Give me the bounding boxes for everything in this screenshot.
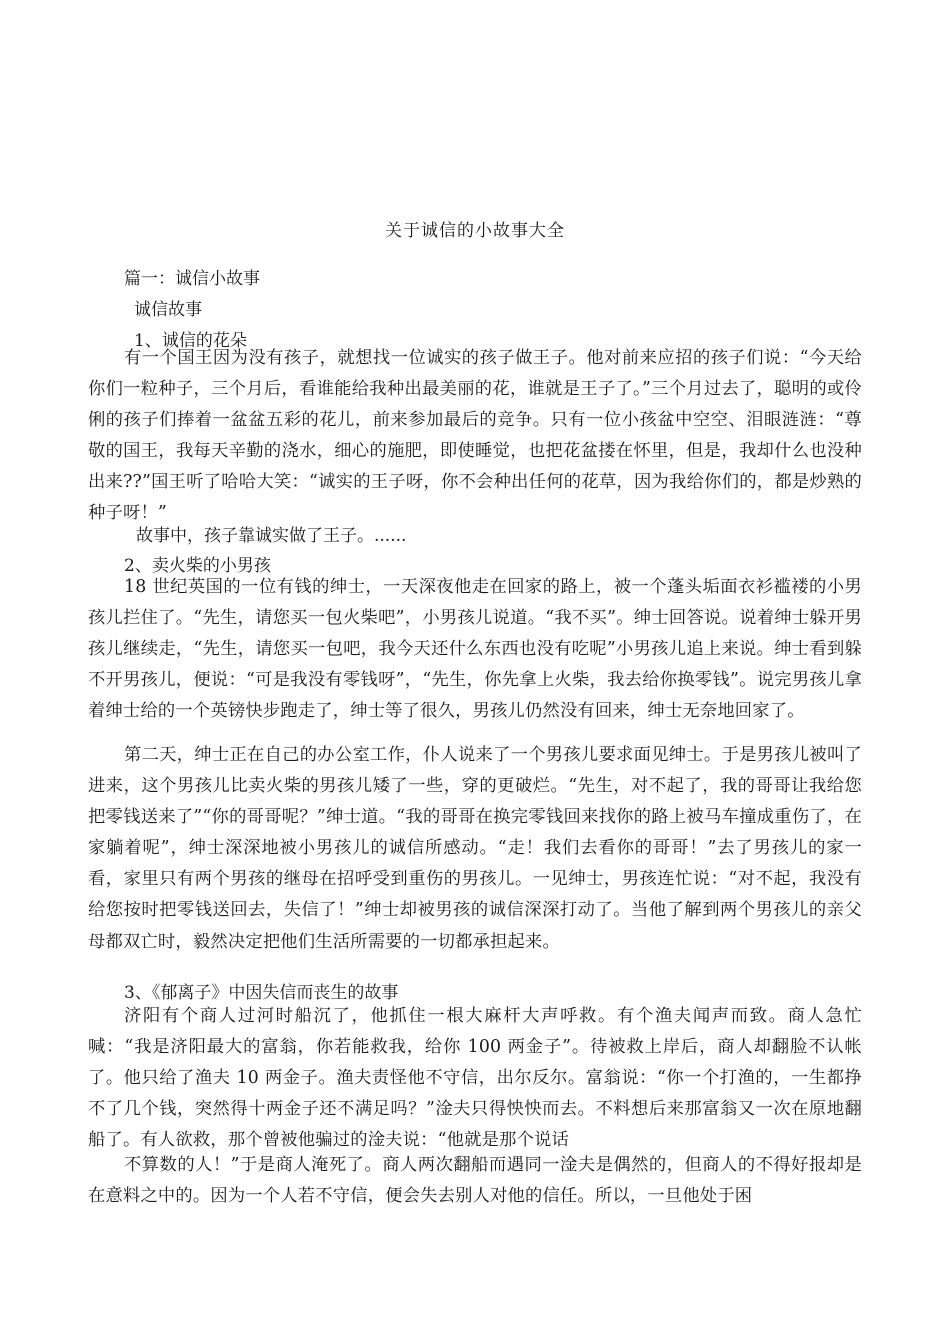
story1-heading: 1、诚信的花朵: [134, 331, 247, 351]
story2-heading: 2、卖火柴的小男孩: [124, 556, 271, 576]
story3-heading: 3、《郁离子》中因失信而丧生的故事: [124, 983, 399, 1003]
story3-paragraph-1: 济阳有个商人过河时船沉了，他抓住一根大麻杆大声呼救。有个渔夫闻声而致。商人急忙喊：“我是济阳最大的富翁，你若能救我，给你 100 两金子”。待被救上岸后，商人却翻脸不认帐了。他只给了渔夫 10 两金子。渔夫责怪他不守信，出尔反尔。富翁说：“你一个打渔的，一生都挣不了几个钱，突然得十两金子还不满足吗？”淦夫只得怏怏而去。不料想后来那富翁又一次在原地翻船了。有人欲救，那个曾被他骗过的淦夫说：“他就是那个说话: [88, 1006, 862, 1151]
subsection-heading: 诚信故事: [134, 300, 202, 320]
story1-paragraph: 有一个国王因为没有孩子，就想找一位诚实的孩子做王子。他对前来应招的孩子们说：“今天给你们一粒种子，三个月后，看谁能给我种出最美丽的花，谁就是王子了。”三个月过去了，聪明的或伶俐的孩子们捧着一盆盆五彩的花儿，前来参加最后的竞争。只有一位小孩盆中空空、泪眼涟涟：“尊敬的国王，我每天辛勤的浇水，细心的施肥，即使睡觉，也把花盆搂在怀里，但是，我却什么也没种出来??”国王听了哈哈大笑：“诚实的王子呀，你不会种出任何的花草，因为我给你们的，都是炒熟的种子呀！”: [88, 348, 862, 524]
story2-paragraph-2: 第二天，绅士正在自己的办公室工作，仆人说来了一个男孩儿要求面见绅士。于是男孩儿被叫了进来，这个男孩儿比卖火柴的男孩儿矮了一些，穿的更破烂。“先生，对不起了，我的哥哥让我给您把零钱送来了”“你的哥哥呢？”绅士道。“我的哥哥在换完零钱回来找你的路上被马车撞成重伤了，在家躺着呢”，绅士深深地被小男孩儿的诚信所感动。“走！我们去看你的哥哥！”去了男孩儿的家一看，家里只有两个男孩的继母在招呼受到重伤的男孩儿。一见绅士，男孩连忙说：“对不起，我没有给您按时把零钱送回去，失信了！”绅士却被男孩的诚信深深打动了。当他了解到两个男孩儿的亲父母都双亡时，毅然决定把他们生活所需要的一切都承担起来。: [88, 745, 862, 952]
story1-note: 故事中，孩子靠诚实做了王子。......: [136, 526, 407, 546]
story3-paragraph-2: 不算数的人！”于是商人淹死了。商人两次翻船而遇同一淦夫是偶然的，但商人的不得好报却是在意料之中的。因为一个人若不守信，便会失去别人对他的信任。所以，一旦他处于困: [88, 1155, 862, 1207]
section-heading: 篇一：诚信小故事: [124, 269, 260, 289]
story2-paragraph-1: 18 世纪英国的一位有钱的绅士，一天深夜他走在回家的路上，被一个蓬头垢面衣衫褴褛的小男孩儿拦住了。“先生，请您买一包火柴吧”，小男孩儿说道。“我不买”。绅士回答说。说着绅士躲开男孩儿继续走，“先生，请您买一包吧，我今天还什么东西也没有吃呢”小男孩儿追上来说。绅士看到躲不开男孩儿，便说：“可是我没有零钱呀”，“先生，你先拿上火柴，我去给你换零钱”。说完男孩儿拿着绅士给的一个英镑快步跑走了，绅士等了很久，男孩儿仍然没有回来，绅士无奈地回家了。: [88, 577, 862, 722]
document-title: 关于诚信的小故事大全: [385, 221, 565, 241]
